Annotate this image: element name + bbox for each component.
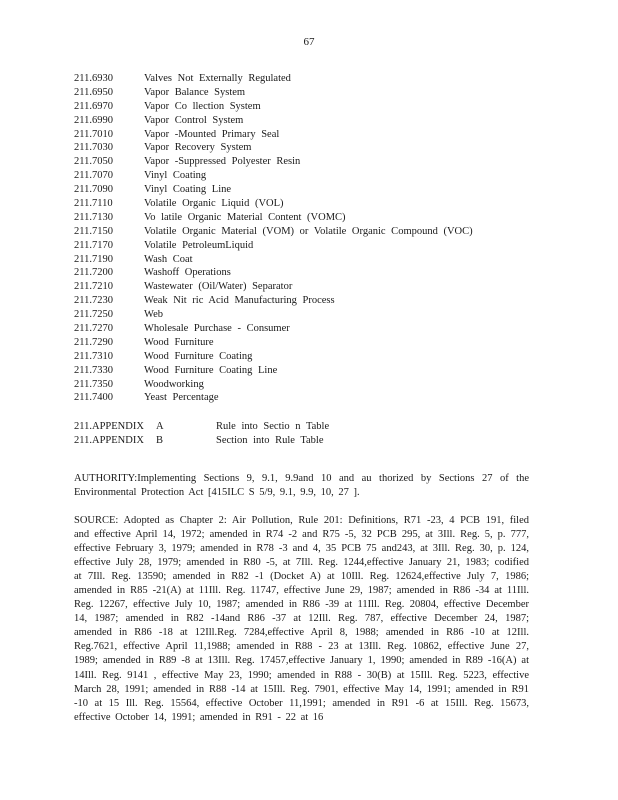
section-title: Wood Furniture Coating: [144, 350, 253, 362]
section-title: Volatile PetroleumLiquid: [144, 239, 254, 251]
section-number: 211.7270: [74, 323, 113, 335]
section-number: 211.7030: [74, 142, 113, 154]
section-number: 211.7400: [74, 392, 113, 404]
definitions-section-list: [74, 72, 534, 405]
section-title: Washoff Operations: [144, 267, 231, 279]
section-title: Woodworking: [144, 378, 204, 390]
appendix-number: 211.APPENDIX: [74, 421, 144, 432]
section-number: 211.6970: [74, 100, 113, 112]
section-title: Vapor Recovery System: [144, 142, 252, 154]
page-number: 67: [303, 36, 315, 48]
section-title: Wastewater (Oil/Water) Separator: [144, 281, 293, 293]
section-entry: [74, 280, 534, 294]
section-title: Yeast Percentage: [144, 392, 219, 404]
appendix-title: Section into Rule Table: [216, 435, 324, 446]
section-entry: [74, 266, 534, 280]
section-number: 211.7290: [74, 336, 113, 348]
section-entry: [74, 141, 534, 155]
section-number: 211.7250: [74, 309, 113, 321]
section-entry: [74, 391, 534, 405]
section-title: Volatile Organic Material (VOM) or Volatile Organic Compound (VOC): [144, 225, 473, 237]
appendix-number: 211.APPENDIX: [74, 435, 144, 446]
section-title: Wholesale Purchase - Consumer: [144, 323, 290, 335]
section-number: 211.6990: [74, 114, 113, 126]
section-number: 211.7310: [74, 350, 113, 362]
section-title: Web: [144, 309, 163, 321]
section-entry: [74, 155, 534, 169]
section-number: 211.7050: [74, 156, 113, 168]
section-title: Vapor Balance System: [144, 86, 246, 98]
section-entry: [74, 211, 534, 225]
section-title: Vinyl Coating: [144, 170, 207, 182]
section-entry: [74, 128, 534, 142]
section-number: 211.7230: [74, 295, 113, 307]
section-title: Vinyl Coating Line: [144, 184, 232, 196]
section-number: 211.7330: [74, 364, 113, 376]
section-entry: [74, 225, 534, 239]
section-number: 211.7190: [74, 253, 113, 265]
section-entry: [74, 253, 534, 267]
section-title: Vapor -Suppressed Polyester Resin: [144, 156, 301, 168]
section-entry: [74, 114, 534, 128]
source-note: SOURCE: Adopted as Chapter 2: Air Pollution, Rule 201: Definitions, R71 -23, 4 PCB 191, filed and effective April 14, 1972; amended in R74 -2 and R75 -5, 32 PCB 295, at 3Ill. Reg. 5, p. 777, effective February 3, 1979; amended in R78 -3 and 4, 35 PCB 75 and243, at 3Ill. Reg. 30, p. 124, effective July 28, 1979; amended in R80 -5, at 7Ill. Reg. 1244,effective January 21, 1983; codified at 7Ill. Reg. 13590; amended in R82 -1 (Docket A) at 10Ill. Reg. 12624,effective July 7, 1986; amended in R85 -21(A) at 11Ill. Reg. 11747, effective June 29, 1987; amended in R86 -34 at 11Ill. Reg. 12267, effective July 10, 1987; amended in R86 -39 at 11Ill. Reg. 20804, effective December 14, 1987; amended in R82 -14and R86 -37 at 12Ill. Reg. 787, effective December 24, 1987; amended in R86 -18 at 12Ill.Reg. 7284,effective April 8, 1988; amended in R86 -10 at 12Ill. Reg.7621, effective April 11,1988; amended in R88 - 23 at 13Ill. Reg. 10862, effective June 27, 1989; amended in R89 -8 at 13Ill. Reg. 17457,effective January 1, 1990; amended in R89 -16(A) at 14Ill. Reg. 9141 , effective May 23, 1990; amended in R88 - 30(B) at 15Ill. Reg. 5223, effective March 28, 1991; amended in R88 -14 at 15Ill. Reg. 7901, effective May 14, 1991; amended in R91 -10 at 15 Ill. Reg. 15564, effective October 11,1991; amended in R91 -6 at 15Ill. Reg. 15673, effective October 14, 1991; amended in R91 - 22 at 16: [74, 514, 529, 723]
section-title: Volatile Organic Liquid (VOL): [144, 198, 284, 210]
section-number: 211.6930: [74, 73, 113, 84]
section-entry: [74, 72, 534, 86]
section-number: 211.7350: [74, 378, 113, 390]
section-entry: [74, 350, 534, 364]
section-title: Vapor Control System: [144, 114, 244, 126]
section-entry: [74, 294, 534, 308]
section-entry: [74, 378, 534, 392]
appendix-letter: B: [156, 435, 164, 446]
section-title: Weak Nit ric Acid Manufacturing Process: [144, 295, 335, 307]
section-entry: [74, 169, 534, 183]
section-entry: [74, 183, 534, 197]
appendix-letter: A: [156, 421, 164, 432]
section-number: 211.7150: [74, 225, 113, 237]
section-title: Valves Not Externally Regulated: [144, 73, 291, 84]
section-entry: [74, 336, 534, 350]
section-title: Vapor -Mounted Primary Seal: [144, 128, 280, 140]
section-number: 211.7070: [74, 170, 113, 182]
section-title: Wash Coat: [144, 253, 193, 265]
section-title: Vo latile Organic Material Content (VOMC): [144, 211, 346, 223]
section-title: Wood Furniture: [144, 336, 214, 348]
section-title: Wood Furniture Coating Line: [144, 364, 278, 376]
section-number: 211.7090: [74, 184, 113, 196]
section-entry: [74, 86, 534, 100]
authority-note: AUTHORITY:Implementing Sections 9, 9.1, 9.9and 10 and au thorized by Sections 27 of the Environmental Protection Act [415ILC S 5/9, 9.1, 9.9, 10, 27 ].: [74, 472, 529, 498]
section-number: 211.7200: [74, 267, 113, 279]
section-entry: [74, 197, 534, 211]
section-entry: [74, 364, 534, 378]
section-number: 211.7130: [74, 211, 113, 223]
appendix-entry: [74, 434, 534, 448]
section-entry: [74, 308, 534, 322]
appendix-title: Rule into Sectio n Table: [216, 421, 330, 432]
section-number: 211.6950: [74, 86, 113, 98]
section-number: 211.7210: [74, 281, 113, 293]
section-entry: [74, 239, 534, 253]
section-entry: [74, 322, 534, 336]
section-number: 211.7010: [74, 128, 113, 140]
section-title: Vapor Co llection System: [144, 100, 261, 112]
appendix-list: [74, 420, 534, 448]
section-number: 211.7170: [74, 239, 113, 251]
appendix-entry: [74, 420, 534, 434]
section-number: 211.7110: [74, 198, 113, 210]
section-entry: [74, 100, 534, 114]
